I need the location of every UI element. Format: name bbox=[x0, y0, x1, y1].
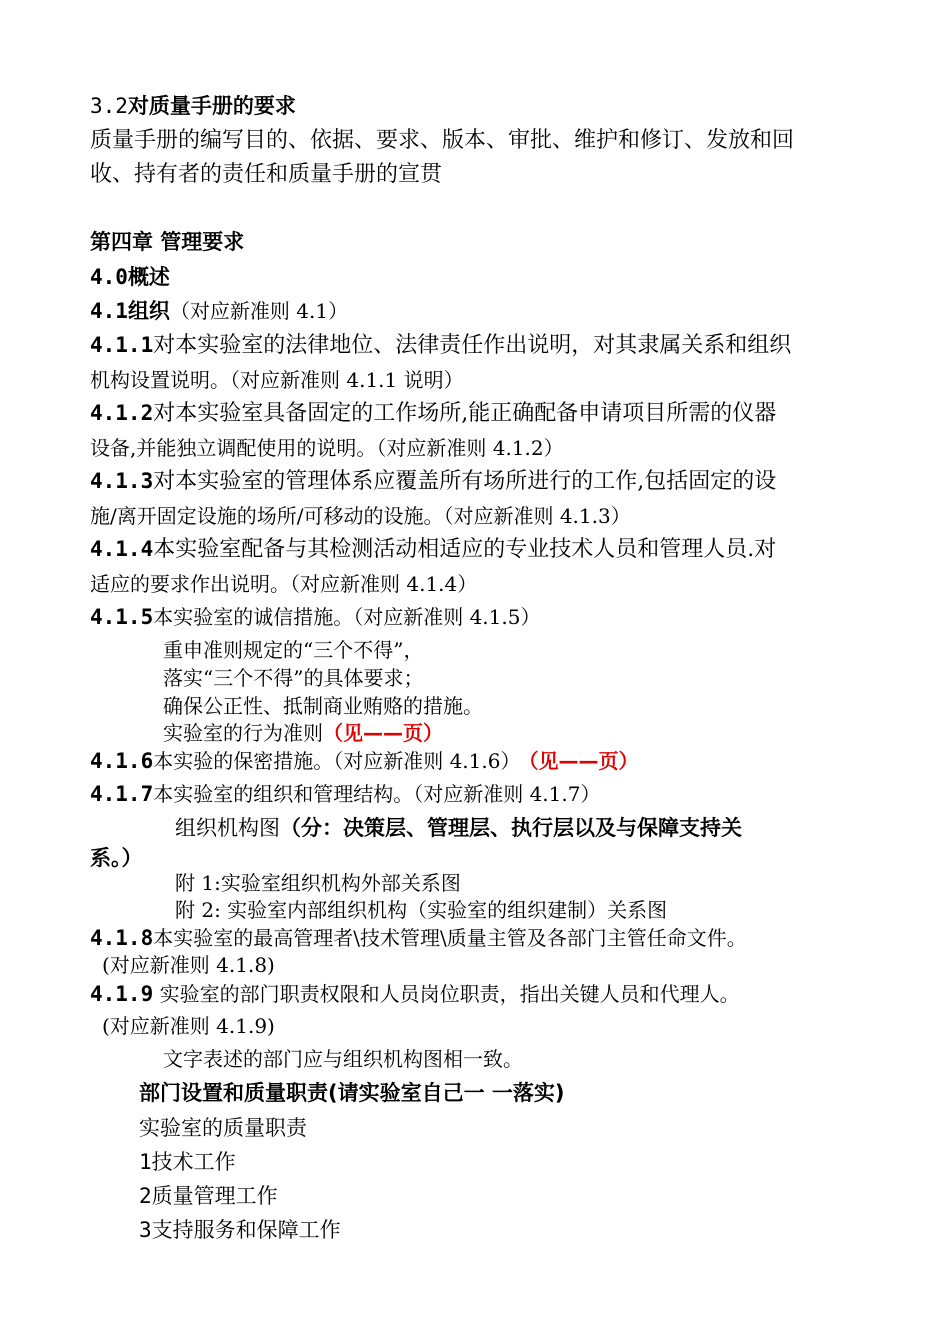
list-item: 重申准则规定的“三个不得”， bbox=[163, 638, 424, 662]
paragraph-line: (对应新准则 4.1.8) bbox=[102, 953, 275, 977]
department-heading: 部门设置和质量职责(请实验室自己一 一落实) bbox=[139, 1081, 565, 1105]
list-item: 落实“三个不得”的具体要求； bbox=[163, 666, 424, 690]
item-4-1-5: 4.1.5本实验室的诚信措施。（对应新准则 4.1.5） bbox=[90, 605, 541, 629]
list-item: 实验室的行为准则（见——页） bbox=[163, 721, 443, 745]
paragraph-line: 系。） bbox=[90, 846, 143, 870]
list-item: 3支持服务和保障工作 bbox=[139, 1218, 341, 1242]
section-heading-4-1: 4.1组织（对应新准则 4.1） bbox=[90, 299, 349, 323]
paragraph-line: 适应的要求作出说明。（对应新准则 4.1.4） bbox=[90, 572, 478, 596]
paragraph-line: 施/离开固定设施的场所/可移动的设施。（对应新准则 4.1.3） bbox=[90, 504, 631, 528]
section-heading-3-2: 3.2对质量手册的要求 bbox=[90, 94, 296, 118]
item-4-1-2: 4.1.2对本实验室具备固定的工作场所,能正确配备申请项目所需的仪器 bbox=[90, 401, 777, 426]
item-4-1-6: 4.1.6本实验的保密措施。（对应新准则 4.1.6） （见——页） bbox=[90, 749, 639, 773]
paragraph-line: 质量手册的编写目的、依据、要求、版本、审批、维护和修订、发放和回 bbox=[90, 128, 795, 153]
item-4-1-1: 4.1.1对本实验室的法律地位、法律责任作出说明，对其隶属关系和组织 bbox=[90, 333, 792, 358]
paragraph-line: (对应新准则 4.1.9) bbox=[102, 1014, 275, 1038]
paragraph-line: 文字表述的部门应与组织机构图相一致。 bbox=[163, 1047, 523, 1071]
paragraph-line: 设备,并能独立调配使用的说明。（对应新准则 4.1.2） bbox=[90, 436, 564, 460]
item-4-1-3: 4.1.3对本实验室的管理体系应覆盖所有场所进行的工作,包括固定的设 bbox=[90, 469, 777, 494]
chapter-heading: 第四章 管理要求 bbox=[90, 230, 245, 254]
item-4-1-4: 4.1.4本实验室配备与其检测活动相适应的专业技术人员和管理人员.对 bbox=[90, 537, 777, 562]
page-reference-note: （见——页） bbox=[528, 749, 639, 773]
item-4-1-7: 4.1.7本实验室的组织和管理结构。（对应新准则 4.1.7） bbox=[90, 782, 601, 806]
paragraph-line: 机构设置说明。（对应新准则 4.1.1 说明） bbox=[90, 368, 464, 392]
item-4-1-8: 4.1.8本实验室的最高管理者\技术管理\质量主管及各部门主管任命文件。 bbox=[90, 926, 747, 950]
paragraph-line: 收、持有者的责任和质量手册的宣贯 bbox=[90, 162, 443, 187]
org-chart-line: 组织机构图（分：决策层、管理层、执行层以及与保障支持关 bbox=[175, 816, 742, 840]
section-heading-4-0: 4.0概述 bbox=[90, 265, 170, 289]
attachment-line: 附 2: 实验室内部组织机构（实验室的组织建制）关系图 bbox=[175, 898, 668, 922]
list-item: 确保公正性、抵制商业贿赂的措施。 bbox=[163, 694, 483, 718]
item-4-1-9: 4.1.9 实验室的部门职责权限和人员岗位职责，指出关键人员和代理人。 bbox=[90, 982, 740, 1006]
duty-title: 实验室的质量职责 bbox=[139, 1116, 307, 1140]
attachment-line: 附 1:实验室组织机构外部关系图 bbox=[175, 871, 461, 895]
list-item: 1技术工作 bbox=[139, 1150, 236, 1174]
page-reference-note: （见——页） bbox=[323, 721, 443, 745]
list-item: 2质量管理工作 bbox=[139, 1184, 278, 1208]
